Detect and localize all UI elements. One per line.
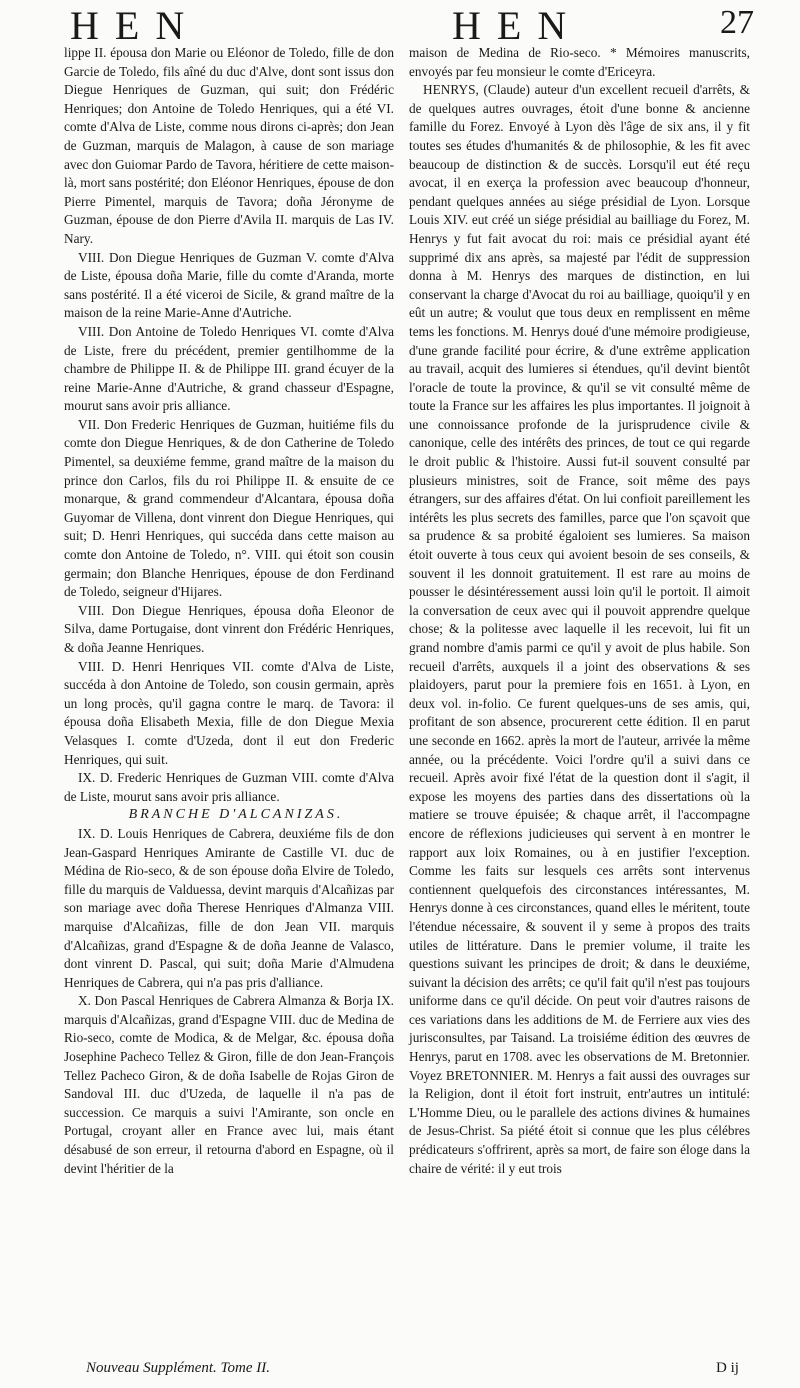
paragraph: VIII. Don Diegue Henriques de Guzman V. comte d'Alva de Liste, épousa doña Marie, fille du comte d'Aranda, morte sans postérité. Il a été viceroi de Sicile, & grand maître de la maison de la reine Marie-Anne d'Autriche. — [64, 249, 394, 321]
paragraph: lippe II. épousa don Marie ou Eléonor de Toledo, fille de don Garcie de Toledo, fils aîné du duc d'Alve, dont sont issus don Diegue Henriques de Guzman, qui suit; don Frédéric Henriques; don Antoine de Toledo Henriques, qui a été VI. comte d'Alva de Liste, comme nous dirons ci-après; don Jean de Guzman, marquis de Malagon, à cause de son mariage avec don Guiomar Pardo de Tavora, héritiere de cette maison-là, mort sans postérité; don Eléonor Henriques, épouse de don Pierre Pimentel, marquis de Tavora; doña Jéronyme de Guzman, épouse de don Pierre d'Avila II. marquis de Las IV. Nary. — [64, 45, 394, 246]
paragraph: IX. D. Louis Henriques de Cabrera, deuxiéme fils de don Jean-Gaspard Henriques Amirante de Castille VI. duc de Médina de Rio-seco, & de son épouse doña Elvire de Toledo, fille du marquis de Valduessa, devint marquis d'Alcañizas par son mariage avec doña Therese Henriques d'Almanza VIII. marquise d'Alcañizas, fille de don Jean VII. marquis d'Alcañizas, grand d'Espagne & de doña Jeanne de Valasco, dont vinrent D. Pascal, qui suit; doña Marie d'Almudena Henriques de Cabrera, qui n'a pas pris d'alliance. — [64, 825, 394, 990]
left-column — [64, 44, 394, 1178]
right-column — [409, 44, 750, 1178]
headword-left: HEN — [70, 3, 201, 48]
paragraph: maison de Medina de Rio-seco. * Mémoires manuscrits, envoyés par feu monsieur le comte d'Ericeyra. — [409, 45, 750, 79]
paragraph: X. Don Pascal Henriques de Cabrera Almanza & Borja IX. marquis d'Alcañizas, grand d'Espagne VIII. duc de Medina de Rio-seco, comte de Modica, & de Melgar, &c. épousa doña Josephine Pacheco Tellez & Giron, fille de don Jean-François Tellez Pacheco Giron, & de doña Isabelle de Rojas Giron de Sandoval III. duc d'Uzeda, de laquelle il n'a pas de succession. Ce marquis a suivi l'Amirante, son oncle en Portugal, croyant aller en France avec lui, mais étant désabusé de son erreur, il retourna d'abord en Espagne, où il devint l'héritier de la — [64, 993, 394, 1176]
paragraph: VIII. Don Diegue Henriques, épousa doña Eleonor de Silva, dame Portugaise, dont vinrent don Frédéric Henriques, & doña Jeanne Henriques. — [64, 602, 394, 655]
paragraph: VII. Don Frederic Henriques de Guzman, huitiéme fils du comte don Diegue Henriques, & de don Catherine de Toledo Pimentel, sa deuxiéme femme, grand maître de la maison du prince don Carlos, fils du roi Philippe II. & ensuite de ce monarque, & grand commendeur d'Alcantara, épousa doña Guyomar de Villena, dont vinrent don Diegue Henriques, qui suit; D. Henri Henriques, qui succéda dans cette maison au comte don Antoine de Toledo, n°. VIII. qui étoit son cousin germain; don Blanche Henriques, épouse de don Ferdinand de Toledo, seigneur d'Hijares. — [64, 416, 394, 600]
paragraph: VIII. Don Antoine de Toledo Henriques VI. comte d'Alva de Liste, frere du précédent, premier gentilhomme de la chambre de Philippe II. & de Philippe III. grand écuyer de la reine Marie-Anne d'Autriche, & grand chasseur d'Espagne, mourut sans avoir pris alliance. — [64, 323, 394, 414]
paragraph: VIII. D. Henri Henriques VII. comte d'Alva de Liste, succéda à don Antoine de Toledo, son cousin germain, après un long procès, qu'il gagna contre le marq. de Tavora: il épousa doña Elisabeth Mexia, fille de don Diegue Mexia Velasques I. comte d'Uzeda, dont il eut don Frederic Henriques, qui suit. — [64, 658, 394, 767]
signature-mark: D ij — [716, 1360, 739, 1376]
paragraph: IX. D. Frederic Henriques de Guzman VIII. comte d'Alva de Liste, mourut sans avoir pris alliance. — [64, 770, 394, 804]
page-number: 27 — [720, 4, 754, 41]
volume-title: Nouveau Supplément. Tome II. — [86, 1360, 270, 1376]
paragraph: HENRYS, (Claude) auteur d'un excellent recueil d'arrêts, & de quelques autres ouvrages, étoit d'une bonne & ancienne famille du Forez. Envoyé à Lyon dès l'âge de six ans, il y fit toutes ses études d'humanités & de philosophie, & les fit avec beaucoup de distinction & de succès. Lorsqu'il eut été reçu avocat, il en exerça la profession avec beaucoup d'honneur, pendant quelques années au siége présidial de Lyon. Lorsque Louis XIV. eut créé un siége présidial au bailliage du Forez, M. Henrys y fut fait avocat du roi: mais ce présidial ayant été supprimé dix ans après, sa majesté par l'édit de suppression donna à M. Henrys des marques de distinction, en lui conservant la charge d'Avocat du roi au bailliage, quoiqu'il y en eût un autre; & voulut que tous deux en remplissent en même tems les fonctions. M. Henrys doué d'une mémoire prodigieuse, d'une grande facilité pour écrire, & d'une extrême application au travail, acquit des lumieres si étendues, qu'il devint bientôt l'oracle de toute la province, & qu'il se vit consulté même de toute la France sur les affaires les plus importantes. Il joignoit à une connoissance profonde de la jurisprudence civile & canonique, celle des intérêts des princes, de tout ce qui regarde le droit public & l'histoire. Aussi fut-il souvent consulté par plusieurs ministres, soit de France, soit même des pays étrangers, sur des affaires d'état. On lui confioit pareillement les intérêts les plus secrets des familles, parce que l'on sçavoit que sa prudence & sa probité égaloient ses lumieres. Sa maison étoit ouverte à tous ceux qui avoient besoin de ses conseils, & souvent il les donnoit gratuitement. Il est rare au moins de pousser le désintéressement aussi loin qu'il le portoit. Il aimoit la conversation de ceux avec qui il pouvoit apprendre quelque chose; & la politesse avec laquelle il les recevoit, lui fit un grand nombre d'amis parmi ce qu'il y avoit de plus habile. Son recueil d'arrêts, auxquels il a joint des observations & ses plaidoyers, parut pour la premiere fois en 1651. à Lyon, en deux vol. in-folio. Ce furent quelques-uns de ses amis, qui, profitant de son absence, procurerent cette édition. Il en parut une seconde en 1662. après la mort de l'auteur, arrivée la même année, ou la précédente. Voici l'ordre qu'il a suivi dans ce recueil. Après avoir fixé l'état de la question dont il s'agit, il expose les moyens des parties dans des dissertations où la matiere se trouve épuisée; & chaque arrêt, il l'accompagne encore de réflexions judicieuses qui servent à en montrer le rapport aux loix Romaines, ou à en justifier l'exception. Comme les faits sur lesquels ces arrêts sont intervenus contiennent quelquefois des circonstances intéressantes, M. Henrys donne à ces circonstances, quand elles le méritent, toute l'étendue nécessaire, & souvent il y seme à propos des traits utiles de littérature. Dans le premier volume, il traite les questions suivant les principes de droit; & dans le deuxiéme, suivant la décision des arrêts; ce qu'il fait qu'il n'est pas toujours uniforme dans ce qu'il décide. On peut voir d'autres raisons de ces variations dans les additions de M. de Ferriere aux vies des jurisconsultes, par Taisand. La troisiéme édition des œuvres de Henrys, parut en 1708. avec les observations de M. Bretonnier. Voyez BRETONNIER. M. Henrys a fait aussi des ouvrages sur la Religion, dont il étoit fort instruit, entr'autres un intitulé: L'Homme Dieu, ou le parallele des actions divines & humaines de Jesus-Christ. Sa piété étoit si connue que les plus célébres prédicateurs s'offrirent, après sa mort, de faire son éloge dans la chaire de vérité: il y eut trois — [409, 82, 750, 1176]
branch-heading: BRANCHE D'ALCANIZAS. — [128, 807, 344, 823]
headword-right: HEN — [452, 3, 583, 48]
